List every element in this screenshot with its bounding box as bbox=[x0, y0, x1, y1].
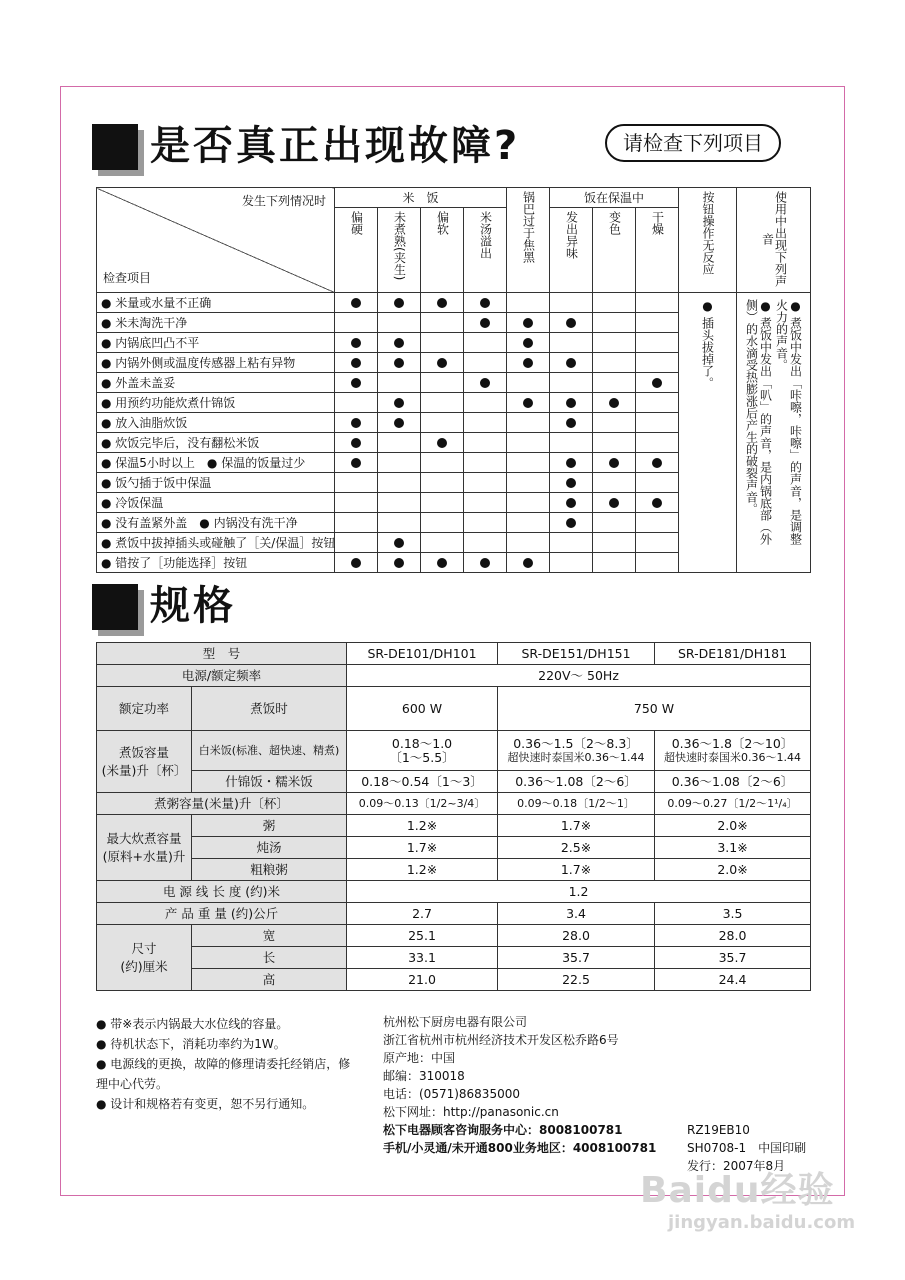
porridge-value: 0.09～0.18〔1/2～1〕 bbox=[498, 793, 655, 815]
mark-dot bbox=[609, 458, 619, 468]
rated-power-value: 600 W bbox=[347, 687, 498, 731]
value-line: 超快速时泰国米0.36～1.44 bbox=[507, 750, 645, 764]
mark-cell bbox=[636, 513, 679, 533]
check-item-label: ● 用预约功能炊煮什锦饭 bbox=[97, 393, 335, 413]
mark-dot bbox=[566, 478, 576, 488]
cook-label: 煮饭时 bbox=[192, 687, 347, 731]
mark-dot bbox=[437, 558, 447, 568]
weight-value: 2.7 bbox=[347, 903, 498, 925]
white-rice-label: 白米饭(标准、超快速、精煮) bbox=[192, 731, 347, 771]
size-label-line: 尺寸 bbox=[131, 940, 157, 956]
mark-cell bbox=[550, 433, 593, 453]
mark-dot bbox=[480, 558, 490, 568]
spec-table bbox=[96, 642, 811, 991]
mixed-rice-value: 0.36～1.08〔2～6〕 bbox=[655, 771, 811, 793]
size-row-value: 24.4 bbox=[655, 969, 811, 991]
mark-cell bbox=[550, 373, 593, 393]
check-item-label: ● 炊饭完毕后，没有翻松米饭 bbox=[97, 433, 335, 453]
mark-cell bbox=[335, 413, 378, 433]
mark-dot bbox=[480, 318, 490, 328]
mark-dot bbox=[437, 438, 447, 448]
sub-col-label: 干燥 bbox=[650, 211, 665, 236]
mixed-rice-value: 0.18～0.54〔1～3〕 bbox=[347, 771, 498, 793]
sub-col-label: 未煮熟(夹生) bbox=[392, 211, 407, 281]
mark-cell bbox=[593, 353, 636, 373]
mark-cell bbox=[636, 433, 679, 453]
size-row-value: 25.1 bbox=[347, 925, 498, 947]
check-item-label: ● 内锅底凹凸不平 bbox=[97, 333, 335, 353]
check-item-label: ● 外盖未盖妥 bbox=[97, 373, 335, 393]
weight-value: 3.5 bbox=[655, 903, 811, 925]
size-row-value: 33.1 bbox=[347, 947, 498, 969]
print-code: RZ19EB10 bbox=[687, 1123, 750, 1137]
weight-value: 3.4 bbox=[498, 903, 655, 925]
mark-cell bbox=[421, 413, 464, 433]
check-items-label: 请检查下列项目 bbox=[605, 124, 781, 162]
mark-cell bbox=[464, 453, 507, 473]
size-row-label: 高 bbox=[192, 969, 347, 991]
mark-cell bbox=[464, 293, 507, 313]
company-address: 浙江省杭州市杭州经济技术开发区松乔路6号 bbox=[383, 1033, 619, 1047]
mark-cell bbox=[464, 533, 507, 553]
mark-cell bbox=[421, 293, 464, 313]
porridge-label: 煮粥容量(米量)升〔杯〕 bbox=[97, 793, 347, 815]
max-row-value: 1.2※ bbox=[347, 859, 498, 881]
sub-col-undercooked bbox=[378, 208, 421, 293]
max-row-value: 1.7※ bbox=[347, 837, 498, 859]
max-label-line: 最大炊煮容量 bbox=[106, 830, 182, 846]
cord-length-label: 电 源 线 长 度 (约)米 bbox=[97, 881, 347, 903]
mark-cell bbox=[507, 313, 550, 333]
max-row-value: 2.0※ bbox=[655, 815, 811, 837]
mark-cell bbox=[421, 473, 464, 493]
mark-dot bbox=[394, 398, 404, 408]
mark-cell bbox=[636, 393, 679, 413]
mark-cell bbox=[507, 493, 550, 513]
mark-cell bbox=[507, 393, 550, 413]
mark-cell bbox=[593, 453, 636, 473]
mark-cell bbox=[550, 393, 593, 413]
size-row-value: 21.0 bbox=[347, 969, 498, 991]
mark-cell bbox=[636, 473, 679, 493]
mark-cell bbox=[421, 333, 464, 353]
mark-cell bbox=[335, 353, 378, 373]
section1-title: 是否真正出现故障? bbox=[150, 123, 521, 169]
mark-cell bbox=[378, 373, 421, 393]
mark-cell bbox=[421, 533, 464, 553]
sub-col-overflow bbox=[464, 208, 507, 293]
max-row-label: 粥 bbox=[192, 815, 347, 837]
mark-cell bbox=[421, 553, 464, 573]
weight-label: 产 品 重 量 (约)公斤 bbox=[97, 903, 347, 925]
mark-cell bbox=[636, 373, 679, 393]
col-guo bbox=[507, 188, 550, 293]
mark-cell bbox=[550, 553, 593, 573]
mark-cell bbox=[335, 553, 378, 573]
max-label-line: (原料+水量)升 bbox=[102, 848, 186, 864]
mark-cell bbox=[464, 493, 507, 513]
sound-note-cell bbox=[737, 293, 811, 573]
capacity-label-line: 煮饭容量 bbox=[118, 744, 169, 760]
mark-cell bbox=[593, 293, 636, 313]
mark-dot bbox=[394, 338, 404, 348]
contact-block bbox=[383, 1013, 656, 1157]
mark-cell bbox=[550, 333, 593, 353]
size-row-value: 35.7 bbox=[498, 947, 655, 969]
mark-dot bbox=[652, 498, 662, 508]
mark-dot bbox=[394, 538, 404, 548]
mark-dot bbox=[566, 418, 576, 428]
mark-dot bbox=[351, 358, 361, 368]
size-row-label: 长 bbox=[192, 947, 347, 969]
mark-dot bbox=[437, 298, 447, 308]
mark-cell bbox=[593, 433, 636, 453]
mark-dot bbox=[609, 498, 619, 508]
mark-cell bbox=[378, 553, 421, 573]
size-row-value: 28.0 bbox=[498, 925, 655, 947]
sub-col-label: 变色 bbox=[607, 211, 622, 236]
button-note: ● 插头拔掉了。 bbox=[700, 299, 715, 389]
max-row-value: 3.1※ bbox=[655, 837, 811, 859]
mark-dot bbox=[351, 298, 361, 308]
trouble-corner-cell bbox=[97, 188, 335, 293]
mark-cell bbox=[550, 513, 593, 533]
value-line: 0.36～1.5〔2～8.3〕 bbox=[513, 735, 639, 751]
mark-cell bbox=[507, 373, 550, 393]
group-rice: 米 饭 bbox=[335, 188, 507, 208]
mark-cell bbox=[464, 553, 507, 573]
sub-col-smell bbox=[550, 208, 593, 293]
mark-cell bbox=[378, 353, 421, 373]
max-capacity-label bbox=[97, 815, 192, 881]
mark-cell bbox=[378, 473, 421, 493]
max-row-value: 1.2※ bbox=[347, 815, 498, 837]
capacity-label bbox=[97, 731, 192, 793]
sound-note: ● 煮饭中发出「叭」的声音，是内锅底部（外侧）的水滴受热膨涨后产生的破裂声音。 bbox=[744, 299, 773, 545]
max-row-value: 2.0※ bbox=[655, 859, 811, 881]
mark-dot bbox=[566, 498, 576, 508]
mark-cell bbox=[335, 513, 378, 533]
size-row-value: 22.5 bbox=[498, 969, 655, 991]
mark-dot bbox=[437, 358, 447, 368]
mark-dot bbox=[351, 378, 361, 388]
section-marker-icon bbox=[92, 584, 138, 630]
footnote: ● 电源线的更换，故障的修理请委托经销店，修理中心代劳。 bbox=[96, 1057, 351, 1091]
mark-cell bbox=[636, 333, 679, 353]
mark-cell bbox=[335, 373, 378, 393]
size-row-value: 28.0 bbox=[655, 925, 811, 947]
mark-cell bbox=[593, 393, 636, 413]
mark-cell bbox=[593, 413, 636, 433]
mark-cell bbox=[593, 493, 636, 513]
col-button bbox=[679, 188, 737, 293]
trouble-table bbox=[96, 187, 811, 573]
mark-cell bbox=[464, 353, 507, 373]
max-row-value: 1.7※ bbox=[498, 859, 655, 881]
white-rice-value bbox=[498, 731, 655, 771]
mark-dot bbox=[523, 338, 533, 348]
rated-power-label: 额定功率 bbox=[97, 687, 192, 731]
mark-dot bbox=[394, 418, 404, 428]
check-item-label: ● 饭勺插于饭中保温 bbox=[97, 473, 335, 493]
mark-cell bbox=[636, 353, 679, 373]
sub-col-hard bbox=[335, 208, 378, 293]
check-item-label: ● 米未淘洗干净 bbox=[97, 313, 335, 333]
max-row-value: 1.7※ bbox=[498, 815, 655, 837]
mark-cell bbox=[507, 413, 550, 433]
mark-cell bbox=[464, 433, 507, 453]
mark-cell bbox=[378, 413, 421, 433]
max-row-value: 2.5※ bbox=[498, 837, 655, 859]
mark-cell bbox=[550, 413, 593, 433]
white-rice-value bbox=[655, 731, 811, 771]
col-guo-label: 锅巴过于焦黑 bbox=[521, 191, 536, 263]
hotline: 松下电器顾客咨询服务中心：8008100781 bbox=[383, 1123, 623, 1137]
mark-cell bbox=[550, 293, 593, 313]
mark-cell bbox=[550, 533, 593, 553]
white-rice-value bbox=[347, 731, 498, 771]
sub-col-discolor bbox=[593, 208, 636, 293]
mark-dot bbox=[652, 378, 662, 388]
mark-dot bbox=[351, 438, 361, 448]
mark-cell bbox=[507, 293, 550, 313]
company-name: 杭州松下厨房电器有限公司 bbox=[383, 1015, 528, 1029]
mark-cell bbox=[550, 473, 593, 493]
mark-cell bbox=[335, 393, 378, 413]
footnote: ● 待机状态下，消耗功率约为1W。 bbox=[96, 1037, 286, 1051]
mark-cell bbox=[464, 513, 507, 533]
cord-length-value: 1.2 bbox=[347, 881, 811, 903]
header-condition: 发生下列情况时 bbox=[241, 194, 326, 208]
porridge-value: 0.09～0.13〔1/2~3/4〕 bbox=[347, 793, 498, 815]
mark-cell bbox=[378, 493, 421, 513]
mark-cell bbox=[507, 533, 550, 553]
mark-cell bbox=[593, 553, 636, 573]
size-label-line: (约)厘米 bbox=[120, 958, 168, 974]
model-value: SR-DE151/DH151 bbox=[498, 643, 655, 665]
max-row-label: 粗粮粥 bbox=[192, 859, 347, 881]
mark-cell bbox=[378, 433, 421, 453]
mark-dot bbox=[566, 318, 576, 328]
mark-dot bbox=[523, 318, 533, 328]
mark-cell bbox=[636, 533, 679, 553]
mark-cell bbox=[421, 353, 464, 373]
model-value: SR-DE101/DH101 bbox=[347, 643, 498, 665]
mark-cell bbox=[550, 313, 593, 333]
size-row-value: 35.7 bbox=[655, 947, 811, 969]
mark-cell bbox=[378, 513, 421, 533]
mark-cell bbox=[636, 313, 679, 333]
mark-dot bbox=[652, 458, 662, 468]
mark-cell bbox=[636, 453, 679, 473]
mark-cell bbox=[378, 533, 421, 553]
button-note-cell bbox=[679, 293, 737, 573]
mark-dot bbox=[566, 358, 576, 368]
mark-cell bbox=[464, 393, 507, 413]
header-check-items: 检查项目 bbox=[103, 271, 152, 285]
mark-dot bbox=[351, 458, 361, 468]
value-line: 0.18～1.0 bbox=[391, 735, 453, 751]
mark-cell bbox=[593, 533, 636, 553]
mark-cell bbox=[464, 333, 507, 353]
col-sound-label: 使用中出现下列声音 bbox=[760, 191, 788, 287]
footnotes bbox=[96, 1014, 358, 1114]
mark-dot bbox=[523, 398, 533, 408]
sub-col-label: 偏硬 bbox=[349, 211, 364, 236]
mark-dot bbox=[523, 358, 533, 368]
mark-cell bbox=[507, 513, 550, 533]
section-marker-icon bbox=[92, 124, 138, 170]
website: 松下网址：http://panasonic.cn bbox=[383, 1105, 559, 1119]
mark-cell bbox=[507, 353, 550, 373]
mark-dot bbox=[566, 518, 576, 528]
check-item-label: ● 冷饭保温 bbox=[97, 493, 335, 513]
watermark-logo: Baidu经验 bbox=[640, 1170, 835, 1211]
sound-note: ● 煮饭中发出「咔嚓，咔嚓」的声音，是调整火力的声音。 bbox=[774, 299, 803, 545]
mark-cell bbox=[550, 453, 593, 473]
mark-cell bbox=[464, 373, 507, 393]
mark-cell bbox=[464, 473, 507, 493]
mark-cell bbox=[550, 353, 593, 373]
sub-col-dry bbox=[636, 208, 679, 293]
mark-cell bbox=[593, 313, 636, 333]
size-row-label: 宽 bbox=[192, 925, 347, 947]
print-date: 发行：2007年8月 bbox=[687, 1159, 786, 1173]
mark-cell bbox=[421, 433, 464, 453]
footnote: ● 设计和规格若有变更，恕不另行通知。 bbox=[96, 1097, 315, 1111]
origin: 原产地：中国 bbox=[383, 1051, 456, 1065]
value-line: 超快速时泰国米0.36～1.44 bbox=[664, 750, 801, 764]
mark-cell bbox=[335, 473, 378, 493]
mark-cell bbox=[335, 433, 378, 453]
check-item-label: ● 保温5小时以上 ● 保温的饭量过少 bbox=[97, 453, 335, 473]
model-value: SR-DE181/DH181 bbox=[655, 643, 811, 665]
mark-cell bbox=[507, 333, 550, 353]
mark-cell bbox=[507, 433, 550, 453]
mark-dot bbox=[351, 338, 361, 348]
mark-cell bbox=[464, 413, 507, 433]
mark-dot bbox=[394, 298, 404, 308]
mark-dot bbox=[351, 558, 361, 568]
sub-col-label: 偏软 bbox=[435, 211, 450, 236]
mark-dot bbox=[351, 418, 361, 428]
mark-cell bbox=[335, 453, 378, 473]
check-item-label: ● 错按了［功能选择］按钮 bbox=[97, 553, 335, 573]
mark-cell bbox=[378, 453, 421, 473]
mark-cell bbox=[421, 513, 464, 533]
mobile-hotline: 手机/小灵通/未开通800业务地区：4008100781 bbox=[383, 1141, 657, 1155]
mark-cell bbox=[507, 453, 550, 473]
mark-cell bbox=[335, 313, 378, 333]
porridge-value: 0.09～0.27〔1/2～1¹/₄〕 bbox=[655, 793, 811, 815]
mark-cell bbox=[335, 533, 378, 553]
col-sound bbox=[737, 188, 811, 293]
col-button-label: 按钮操作无反应 bbox=[701, 191, 716, 275]
footnote: ● 带※表示内锅最大水位线的容量。 bbox=[96, 1017, 289, 1031]
mark-dot bbox=[394, 358, 404, 368]
rated-power-value: 750 W bbox=[498, 687, 811, 731]
check-item-label: ● 煮饭中拔掉插头或碰触了［关/保温］按钮 bbox=[97, 533, 335, 553]
mark-cell bbox=[335, 493, 378, 513]
mark-cell bbox=[507, 553, 550, 573]
value-line: 〔1～5.5〕 bbox=[389, 749, 455, 765]
mixed-rice-label: 什锦饭・糯米饭 bbox=[192, 771, 347, 793]
mark-cell bbox=[335, 293, 378, 313]
mark-cell bbox=[378, 333, 421, 353]
size-label bbox=[97, 925, 192, 991]
section2-title: 规格 bbox=[150, 583, 236, 629]
check-item-label: ● 放入油脂炊饭 bbox=[97, 413, 335, 433]
group-keep-warm: 饭在保温中 bbox=[550, 188, 679, 208]
mark-cell bbox=[593, 373, 636, 393]
mark-cell bbox=[593, 473, 636, 493]
mark-cell bbox=[507, 473, 550, 493]
mark-cell bbox=[421, 493, 464, 513]
max-row-label: 炖汤 bbox=[192, 837, 347, 859]
mark-cell bbox=[636, 413, 679, 433]
mark-dot bbox=[566, 398, 576, 408]
watermark-url: jingyan.baidu.com bbox=[668, 1212, 856, 1233]
mark-cell bbox=[636, 293, 679, 313]
mark-cell bbox=[421, 373, 464, 393]
mark-dot bbox=[609, 398, 619, 408]
mark-dot bbox=[566, 458, 576, 468]
mark-cell bbox=[335, 333, 378, 353]
mark-cell bbox=[378, 393, 421, 413]
mark-cell bbox=[636, 553, 679, 573]
mark-dot bbox=[480, 378, 490, 388]
check-item-label: ● 内锅外侧或温度传感器上粘有异物 bbox=[97, 353, 335, 373]
trouble-row bbox=[97, 293, 811, 313]
check-item-label: ● 米量或水量不正确 bbox=[97, 293, 335, 313]
postcode: 邮编：310018 bbox=[383, 1069, 465, 1083]
mark-cell bbox=[378, 293, 421, 313]
mark-cell bbox=[550, 493, 593, 513]
phone: 电话：(0571)86835000 bbox=[383, 1087, 520, 1101]
mark-cell bbox=[421, 313, 464, 333]
sub-col-soft bbox=[421, 208, 464, 293]
check-item-label: ● 没有盖紧外盖 ● 内锅没有洗干净 bbox=[97, 513, 335, 533]
capacity-label-line: (米量)升〔杯〕 bbox=[101, 762, 187, 778]
sub-col-label: 发出异味 bbox=[564, 211, 579, 260]
mark-cell bbox=[421, 393, 464, 413]
mark-dot bbox=[480, 298, 490, 308]
mark-cell bbox=[464, 313, 507, 333]
mark-cell bbox=[593, 333, 636, 353]
power-label: 电源/额定频率 bbox=[97, 665, 347, 687]
mark-cell bbox=[593, 513, 636, 533]
mark-cell bbox=[636, 493, 679, 513]
value-line: 0.36～1.8〔2～10〕 bbox=[671, 735, 794, 751]
mark-dot bbox=[523, 558, 533, 568]
power-value: 220V～ 50Hz bbox=[347, 665, 811, 687]
mark-cell bbox=[378, 313, 421, 333]
mark-cell bbox=[421, 453, 464, 473]
sub-col-label: 米汤溢出 bbox=[478, 211, 493, 260]
mixed-rice-value: 0.36～1.08〔2～6〕 bbox=[498, 771, 655, 793]
print-sh: SH0708-1 中国印刷 bbox=[687, 1141, 807, 1155]
mark-dot bbox=[394, 558, 404, 568]
model-label: 型 号 bbox=[97, 643, 347, 665]
